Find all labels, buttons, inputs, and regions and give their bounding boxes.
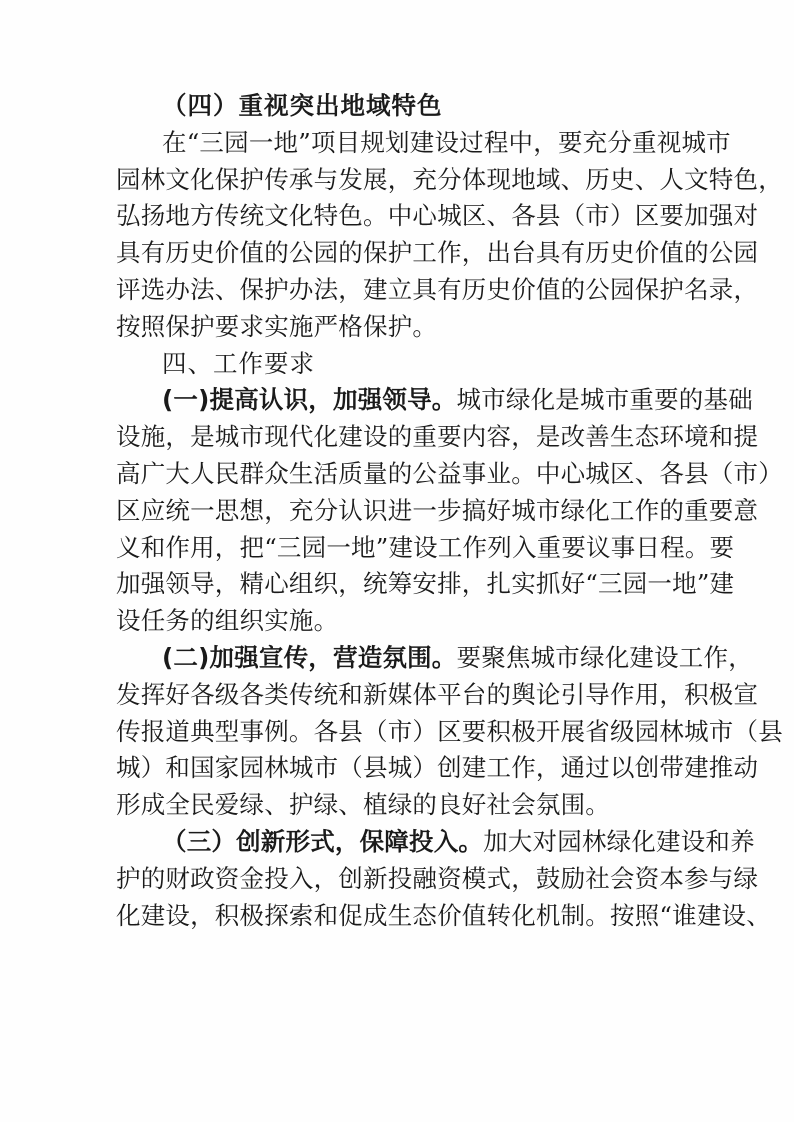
paragraph-line: 加强领导，精心组织，统筹安排，扎实抓好“三园一地”建	[116, 569, 735, 599]
subsection-lead-2: (二)加强宣传，营造氛围。	[162, 642, 457, 672]
paragraph-line	[116, 382, 753, 419]
paragraph-line: 形成全民爱绿、护绿、植绿的良好社会氛围。	[116, 790, 610, 820]
paragraph-line: 传报道典型事例。各县（市）区要积极开展省级园林城市（县	[116, 716, 783, 746]
section-heading-4: （四）重视突出地域特色	[162, 91, 443, 120]
paragraph-text: 城市绿化是城市重要的基础	[456, 385, 753, 415]
paragraph-line: 具有历史价值的公园的保护工作，出台具有历史价值的公园	[116, 238, 759, 268]
paragraph-line: 城）和国家园林城市（县城）创建工作，通过以创带建推动	[116, 753, 759, 783]
paragraph-line: 评选办法、保护办法，建立具有历史价值的公园保护名录，	[116, 274, 759, 304]
paragraph-line: 高广大人民群众生活质量的公益事业。中心城区、各县（市）	[116, 458, 783, 488]
paragraph-line: 园林文化保护传承与发展，充分体现地域、历史、人文特色，	[116, 164, 783, 194]
subsection-lead-3: （三）创新形式，保障投入。	[162, 826, 484, 856]
paragraph-line	[116, 824, 755, 861]
paragraph-text: 要聚焦城市绿化建设工作，	[456, 642, 753, 672]
part-heading-work-requirements: 四、工作要求	[162, 348, 315, 378]
paragraph-line: 在“三园一地”项目规划建设过程中，要充分重视城市	[162, 127, 731, 157]
paragraph-line: 化建设，积极探索和促成生态价值转化机制。按照“谁建设、	[116, 900, 771, 930]
paragraph-text: 加大对园林绿化建设和养	[483, 826, 755, 856]
paragraph-line: 发挥好各级各类传统和新媒体平台的舆论引导作用，积极宣	[116, 679, 759, 709]
document-body	[116, 88, 783, 934]
subsection-lead-1: (一)提高认识，加强领导。	[162, 385, 457, 415]
paragraph-line: 按照保护要求实施严格保护。	[116, 311, 438, 341]
paragraph-line: 区应统一思想，充分认识进一步搞好城市绿化工作的重要意	[116, 495, 759, 525]
paragraph-line: 义和作用，把“三园一地”建设工作列入重要议事日程。要	[116, 532, 735, 562]
paragraph-line: 设任务的组织实施。	[116, 606, 339, 636]
paragraph-line: 护的财政资金投入，创新投融资模式，鼓励社会资本参与绿	[116, 863, 759, 893]
paragraph-line	[116, 640, 753, 677]
paragraph-line: 弘扬地方传统文化特色。中心城区、各县（市）区要加强对	[116, 201, 759, 231]
paragraph-line: 设施，是城市现代化建设的重要内容，是改善生态环境和提	[116, 422, 759, 452]
